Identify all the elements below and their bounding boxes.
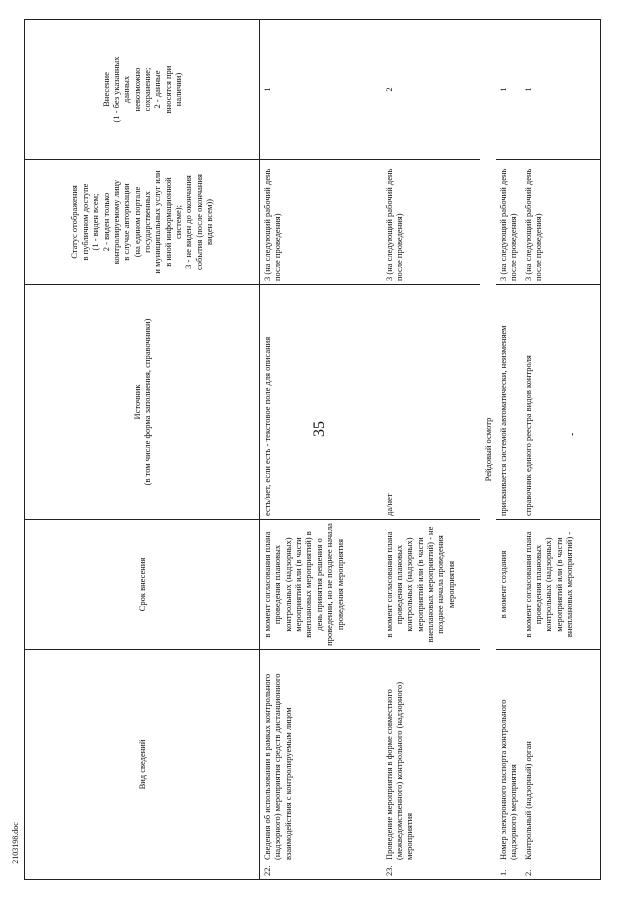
header-deadline: Срок внесения	[25, 520, 260, 650]
cell-deadline: в момент согласования плана проведения плановых контрольных (надзорных) мероприятий или (в части внеплановых мероприятий) в день принятия решения о проведении, но не позднее начала проведения мероприятия	[260, 520, 382, 650]
row-kind-text: Номер электронного паспорта контрольного (надзорного) мероприятия	[497, 699, 519, 860]
row-number: 23.	[383, 865, 394, 876]
row-number: 22.	[262, 865, 272, 876]
document-code: 2103198.doc	[11, 822, 20, 864]
header-row	[25, 20, 260, 880]
cell-deadline: в момент согласования плана проведения плановых контрольных (надзорных) мероприятий или (в части внеплановых мероприятий) - не позднее начала проведения мероприятия	[382, 520, 480, 650]
table-row	[521, 20, 601, 880]
cell-status: 3 (на следующий рабочий день после проведения)	[382, 160, 480, 285]
header-status: Статус отображения в публичном доступе (1 - виден всем; 2 - виден только контролируемому лицу в случае авторизации (на едином портале государственных и муниципальных услуг или в иной информационной системе); 3 - не виден до окончания события (после окончания виден всем))	[25, 160, 260, 285]
row-number: 2.	[522, 869, 533, 876]
cell-kind	[260, 650, 382, 880]
cell-deadline: в момент согласования плана проведения плановых контрольных (надзорных) мероприятий или (в части внеплановых мероприятий) -	[521, 520, 601, 650]
cell-status: 3 (на следующий рабочий день после проведения)	[260, 160, 382, 285]
table-row	[496, 20, 521, 880]
header-kind: Вид сведений	[25, 650, 260, 880]
section-title-row	[480, 20, 496, 880]
cell-entry: 2	[382, 20, 480, 160]
cell-entry: 1	[260, 20, 382, 160]
source-dash: -	[566, 432, 578, 436]
table-row	[382, 20, 480, 880]
source-text: справочник единого реестра видов контроля	[522, 355, 533, 516]
cell-source: присваивается системой автоматически, неизменяем	[496, 285, 521, 520]
cell-source: есть/нет, если есть - текстовое поле для описания	[260, 285, 382, 520]
table-row	[260, 20, 382, 880]
header-source: Источник (в том числе форма заполнения, справочники)	[25, 285, 260, 520]
row-kind-text: Сведения об использовании в рамках контрольного (надзорного) мероприятия средств дистанционного взаимодействия с контролируемым лицом	[262, 673, 293, 860]
cell-source	[521, 285, 601, 520]
cell-kind	[382, 650, 480, 880]
cell-deadline: в момент создания	[496, 520, 521, 650]
cell-entry: 1	[521, 20, 601, 160]
rotated-table-wrapper	[24, 20, 604, 880]
row-number: 1.	[497, 869, 508, 876]
cell-status: 3 (на следующий рабочий день после проведения)	[521, 160, 601, 285]
row-kind-text: Контрольный (надзорный) орган	[522, 741, 533, 860]
section-title: Рейдовый осмотр	[480, 20, 496, 880]
cell-status: 3 (на следующий рабочий день после проведения)	[496, 160, 521, 285]
row-kind-text: Проведение мероприятия в форме совместного (межведомственного) контрольного (надзорного) мероприятия	[383, 681, 415, 860]
page-number: 35	[311, 421, 328, 437]
cell-source: да/нет	[382, 285, 480, 520]
cell-kind	[521, 650, 601, 880]
cell-entry: 1	[496, 20, 521, 160]
data-table	[24, 19, 601, 880]
header-entry: Внесение (1 - без указанных данных невозможно сохранение; 2 - данные вносятся при наличии)	[25, 20, 260, 160]
cell-kind	[496, 650, 521, 880]
